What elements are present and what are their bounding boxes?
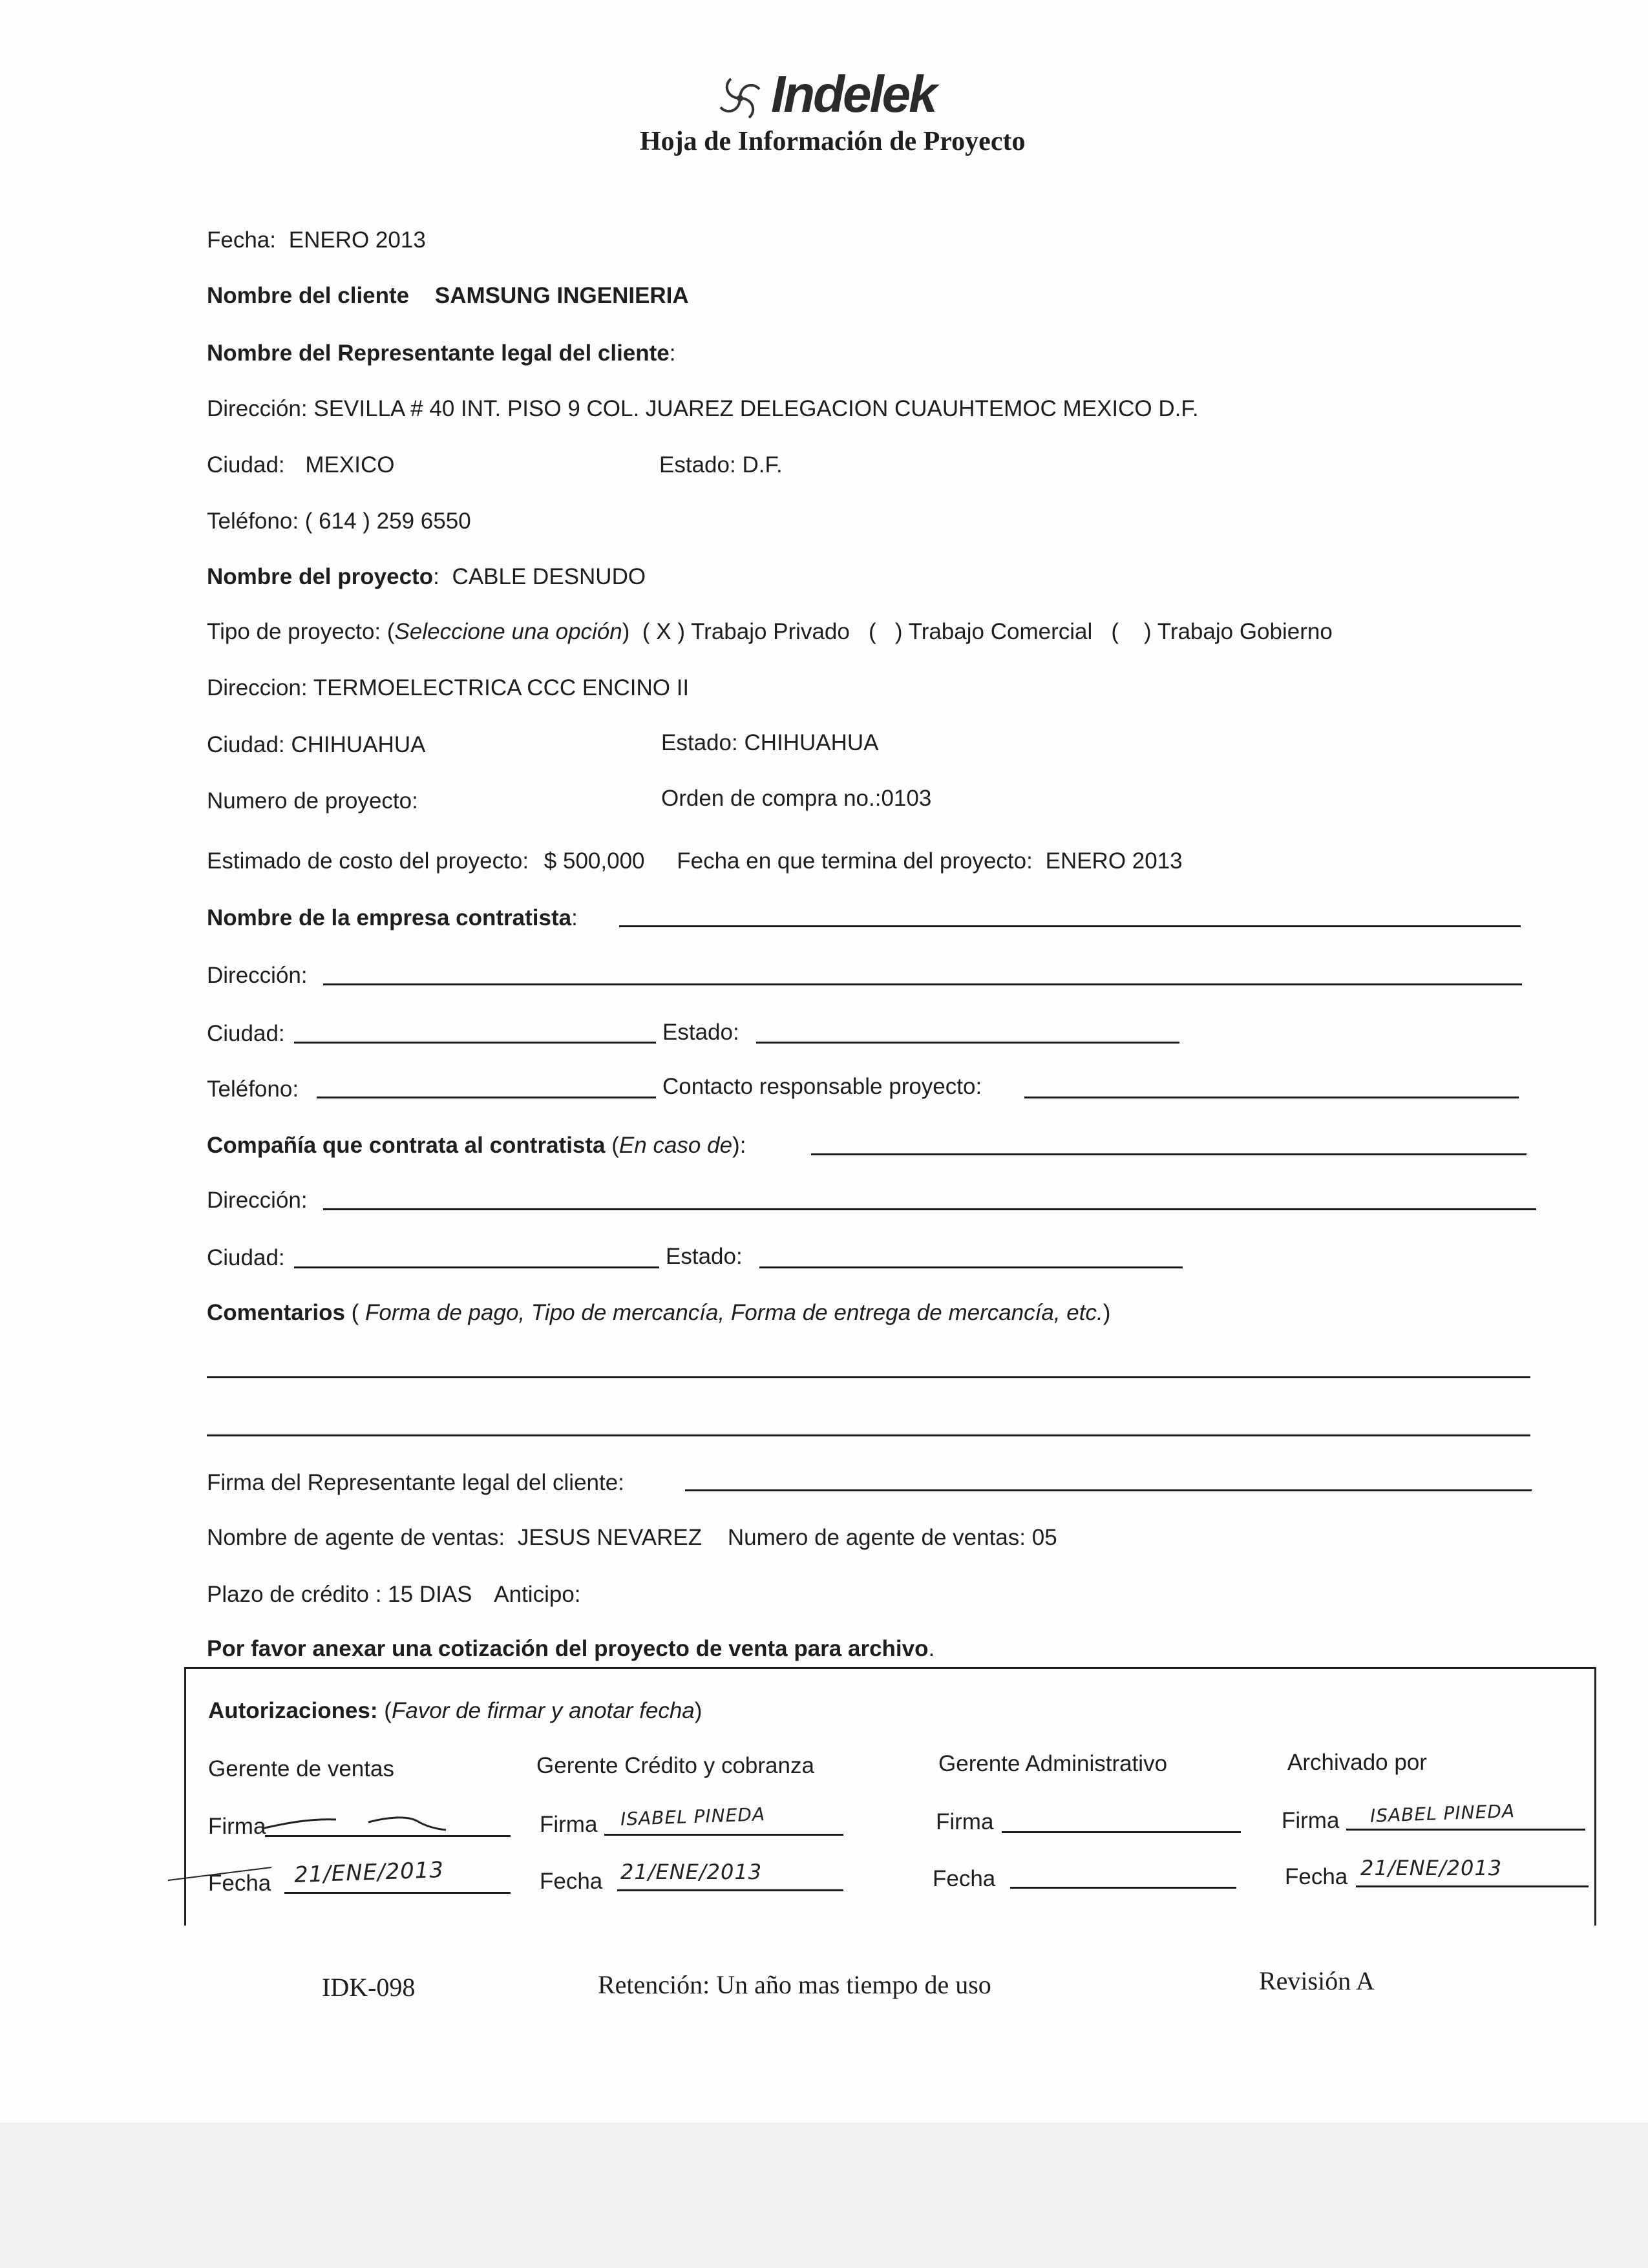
telefono-row	[207, 509, 471, 534]
fecha-label-3: Fecha	[933, 1866, 996, 1891]
footer-retencion: Retención: Un año mas tiempo de uso	[598, 1970, 991, 1999]
fecha-2-handwritten: 21/ENE/2013	[620, 1860, 763, 1884]
tipo-comercial-option: Trabajo Comercial	[908, 619, 1093, 644]
autorizaciones-hint: Favor de firmar y anotar fecha	[391, 1698, 695, 1723]
fecha-label-2: Fecha	[540, 1869, 603, 1894]
numero-agente-value: 05	[1031, 1525, 1057, 1550]
contratista-telefono-field[interactable]	[317, 1097, 656, 1098]
estado-label: Estado:	[659, 452, 736, 478]
autorizaciones-label: Autorizaciones:	[208, 1698, 378, 1723]
firma-label-2: Firma	[540, 1812, 598, 1837]
contratista-telefono-row	[207, 1076, 299, 1102]
autorizaciones-heading: Autorizaciones: (Favor de firmar y anotar fecha)	[208, 1698, 703, 1723]
estado-value: D.F.	[742, 452, 783, 478]
plazo-credito-label: Plazo de crédito :	[207, 1582, 382, 1607]
orden-compra-label: Orden de compra no.:	[661, 786, 882, 811]
ciudad2-value: CHIHUAHUA	[291, 732, 426, 757]
direccion-row	[207, 396, 1199, 422]
compania-ciudad-row	[207, 1245, 285, 1271]
ciudad2-label: Ciudad:	[207, 732, 285, 757]
contratista-direccion-row	[207, 963, 308, 989]
direccion2-value: TERMOELECTRICA CCC ENCINO II	[313, 675, 690, 700]
tipo-private-mark[interactable]: X	[656, 619, 671, 644]
compania-direccion-field[interactable]	[323, 1208, 1536, 1210]
compania-label: Compañía que contrata al contratista	[207, 1133, 606, 1158]
fecha-4-handwritten: 21/ENE/2013	[1360, 1856, 1503, 1880]
compania-row: Compañía que contrata al contratista (En caso de):	[207, 1133, 746, 1158]
agente-ventas-value: JESUS NEVAREZ	[517, 1525, 703, 1550]
cliente-label: Nombre del cliente	[207, 283, 410, 308]
tipo-label: Tipo de proyecto:	[207, 619, 381, 644]
firma-field-3[interactable]	[1002, 1831, 1241, 1833]
tipo-private-option: Trabajo Privado	[691, 619, 850, 644]
contratista-contacto-label: Contacto responsable proyecto:	[662, 1074, 982, 1099]
estado2-label: Estado:	[661, 730, 738, 755]
col-archivado-title: Archivado por	[1287, 1750, 1427, 1775]
proyecto-label: Nombre del proyecto	[207, 564, 434, 589]
page-title: Hoja de Información de Proyecto	[640, 127, 1026, 156]
proyecto-value: CABLE DESNUDO	[452, 564, 646, 589]
cliente-value: SAMSUNG INGENIERIA	[434, 283, 689, 308]
direccion-value: SEVILLA # 40 INT. PISO 9 COL. JUAREZ DELEGACION CUAUHTEMOC MEXICO D.F.	[313, 396, 1199, 421]
contratista-direccion-label: Dirección:	[207, 963, 308, 988]
firma-label-3: Firma	[936, 1809, 994, 1834]
empresa-contratista-label: Nombre de la empresa contratista	[207, 905, 572, 930]
estado2-row	[661, 730, 879, 756]
compania-ciudad-label: Ciudad:	[207, 1245, 285, 1270]
company-logo	[714, 65, 973, 129]
numero-proyecto-row	[207, 788, 418, 814]
firma-label-4: Firma	[1282, 1808, 1340, 1833]
numero-proyecto-label: Numero de proyecto:	[207, 788, 418, 814]
fecha-label-4: Fecha	[1285, 1864, 1348, 1889]
contratista-telefono-label: Teléfono:	[207, 1076, 299, 1102]
comentarios-row: Comentarios ( Forma de pago, Tipo de mercancía, Forma de entrega de mercancía, etc.)	[207, 1300, 1111, 1325]
tipo-gobierno-option: Trabajo Gobierno	[1157, 619, 1333, 644]
contratista-ciudad-row	[207, 1021, 285, 1047]
orden-compra-value: 0103	[881, 786, 932, 811]
fecha-value: ENERO 2013	[288, 227, 426, 253]
cliente-row	[207, 283, 689, 309]
col-gerente-ventas-title: Gerente de ventas	[208, 1756, 394, 1781]
fecha-label-1: Fecha	[208, 1871, 271, 1896]
plazo-credito-row	[207, 1582, 581, 1608]
termina-value: ENERO 2013	[1045, 848, 1183, 874]
estado2-value: CHIHUAHUA	[744, 730, 879, 755]
tipo-row: Tipo de proyecto: (Seleccione una opción) ( X ) Trabajo Privado ( ) Trabajo Comercial ( ) Trabajo Gobierno	[207, 619, 1333, 644]
anexar-note-row: Por favor anexar una cotización del proyecto de venta para archivo.	[207, 1636, 935, 1661]
anticipo-label: Anticipo:	[494, 1582, 581, 1607]
contratista-estado-row	[662, 1020, 739, 1045]
comentarios-line-1[interactable]	[207, 1376, 1530, 1378]
empresa-contratista-field[interactable]	[619, 925, 1521, 927]
plazo-credito-value: 15 DIAS	[388, 1582, 472, 1607]
logo-wordmark: Indelek	[771, 65, 936, 123]
fecha-row	[207, 227, 426, 253]
spiral-logo-icon	[714, 72, 766, 124]
contratista-contacto-row	[662, 1074, 982, 1100]
firma-representante-field[interactable]	[685, 1489, 1532, 1491]
comentarios-line-2[interactable]	[207, 1434, 1530, 1436]
firma-field-4[interactable]	[1346, 1829, 1585, 1831]
firma-representante-label: Firma del Representante legal del cliente:	[207, 1470, 624, 1495]
compania-ciudad-field[interactable]	[294, 1266, 659, 1268]
telefono-value: ( 614 ) 259 6550	[304, 509, 471, 534]
representante-row: Nombre del Representante legal del cliente:	[207, 341, 676, 366]
compania-hint: En caso de	[618, 1133, 733, 1158]
agente-ventas-row	[207, 1525, 1057, 1551]
compania-estado-row	[666, 1244, 743, 1270]
contratista-estado-field[interactable]	[756, 1042, 1179, 1044]
costo-row	[207, 848, 1183, 874]
scan-margin	[0, 2123, 1648, 2268]
telefono-label: Teléfono:	[207, 509, 299, 534]
direccion-label: Dirección:	[207, 396, 308, 421]
contratista-contacto-field[interactable]	[1024, 1097, 1519, 1098]
orden-compra-row	[661, 786, 931, 812]
firma-2-handwritten: ISABEL PINEDA	[620, 1803, 766, 1830]
anexar-note: Por favor anexar una cotización del proyecto de venta para archivo	[207, 1636, 929, 1661]
contratista-ciudad-field[interactable]	[294, 1042, 656, 1044]
agente-ventas-label: Nombre de agente de ventas:	[207, 1525, 505, 1550]
signature-1-icon	[259, 1809, 491, 1835]
costo-label: Estimado de costo del proyecto:	[207, 848, 529, 874]
termina-label: Fecha en que termina del proyecto:	[677, 848, 1033, 874]
estado-row	[659, 452, 783, 478]
empresa-contratista-row: Nombre de la empresa contratista:	[207, 905, 578, 930]
costo-value: $ 500,000	[544, 848, 645, 874]
comentarios-label: Comentarios	[207, 1300, 345, 1325]
fecha-field-1[interactable]	[284, 1892, 511, 1894]
comentarios-hint: Forma de pago, Tipo de mercancía, Forma de entrega de mercancía, etc.	[365, 1300, 1103, 1325]
proyecto-row: Nombre del proyecto: CABLE DESNUDO	[207, 564, 646, 589]
contratista-direccion-field[interactable]	[323, 983, 1522, 985]
firma-field-1[interactable]	[265, 1835, 511, 1837]
col-gerente-credito-title: Gerente Crédito y cobranza	[536, 1753, 814, 1778]
firma-label-1: Firma	[208, 1814, 266, 1839]
fecha-field-2[interactable]	[617, 1889, 843, 1891]
contratista-estado-label: Estado:	[662, 1020, 739, 1045]
ciudad2-row	[207, 732, 425, 758]
fecha-field-3[interactable]	[1010, 1887, 1236, 1889]
fecha-1-handwritten: 21/ENE/2013	[293, 1856, 445, 1889]
compania-direccion-row	[207, 1188, 308, 1213]
firma-4-handwritten: ISABEL PINEDA	[1369, 1800, 1516, 1827]
direccion2-label: Direccion:	[207, 675, 308, 700]
col-gerente-admin-title: Gerente Administrativo	[938, 1751, 1168, 1776]
numero-agente-label: Numero de agente de ventas:	[727, 1525, 1026, 1550]
firma-representante-row	[207, 1470, 624, 1496]
tipo-hint: Seleccione una opción	[394, 619, 622, 644]
fecha-label: Fecha:	[207, 227, 276, 253]
direccion2-row	[207, 675, 689, 701]
representante-label: Nombre del Representante legal del cliente	[207, 341, 670, 366]
fecha-field-4[interactable]	[1356, 1885, 1589, 1887]
compania-estado-label: Estado:	[666, 1244, 743, 1269]
ciudad-row	[207, 452, 394, 478]
slash-mark-icon	[162, 1842, 291, 1932]
contratista-ciudad-label: Ciudad:	[207, 1021, 285, 1046]
ciudad-value: MEXICO	[305, 452, 395, 478]
footer-code: IDK-098	[322, 1973, 416, 2002]
firma-field-2[interactable]	[604, 1834, 843, 1836]
compania-estado-field[interactable]	[759, 1266, 1183, 1268]
footer-revision: Revisión A	[1259, 1966, 1375, 1995]
ciudad-label: Ciudad:	[207, 452, 285, 478]
compania-field[interactable]	[811, 1153, 1527, 1155]
compania-direccion-label: Dirección:	[207, 1188, 308, 1213]
